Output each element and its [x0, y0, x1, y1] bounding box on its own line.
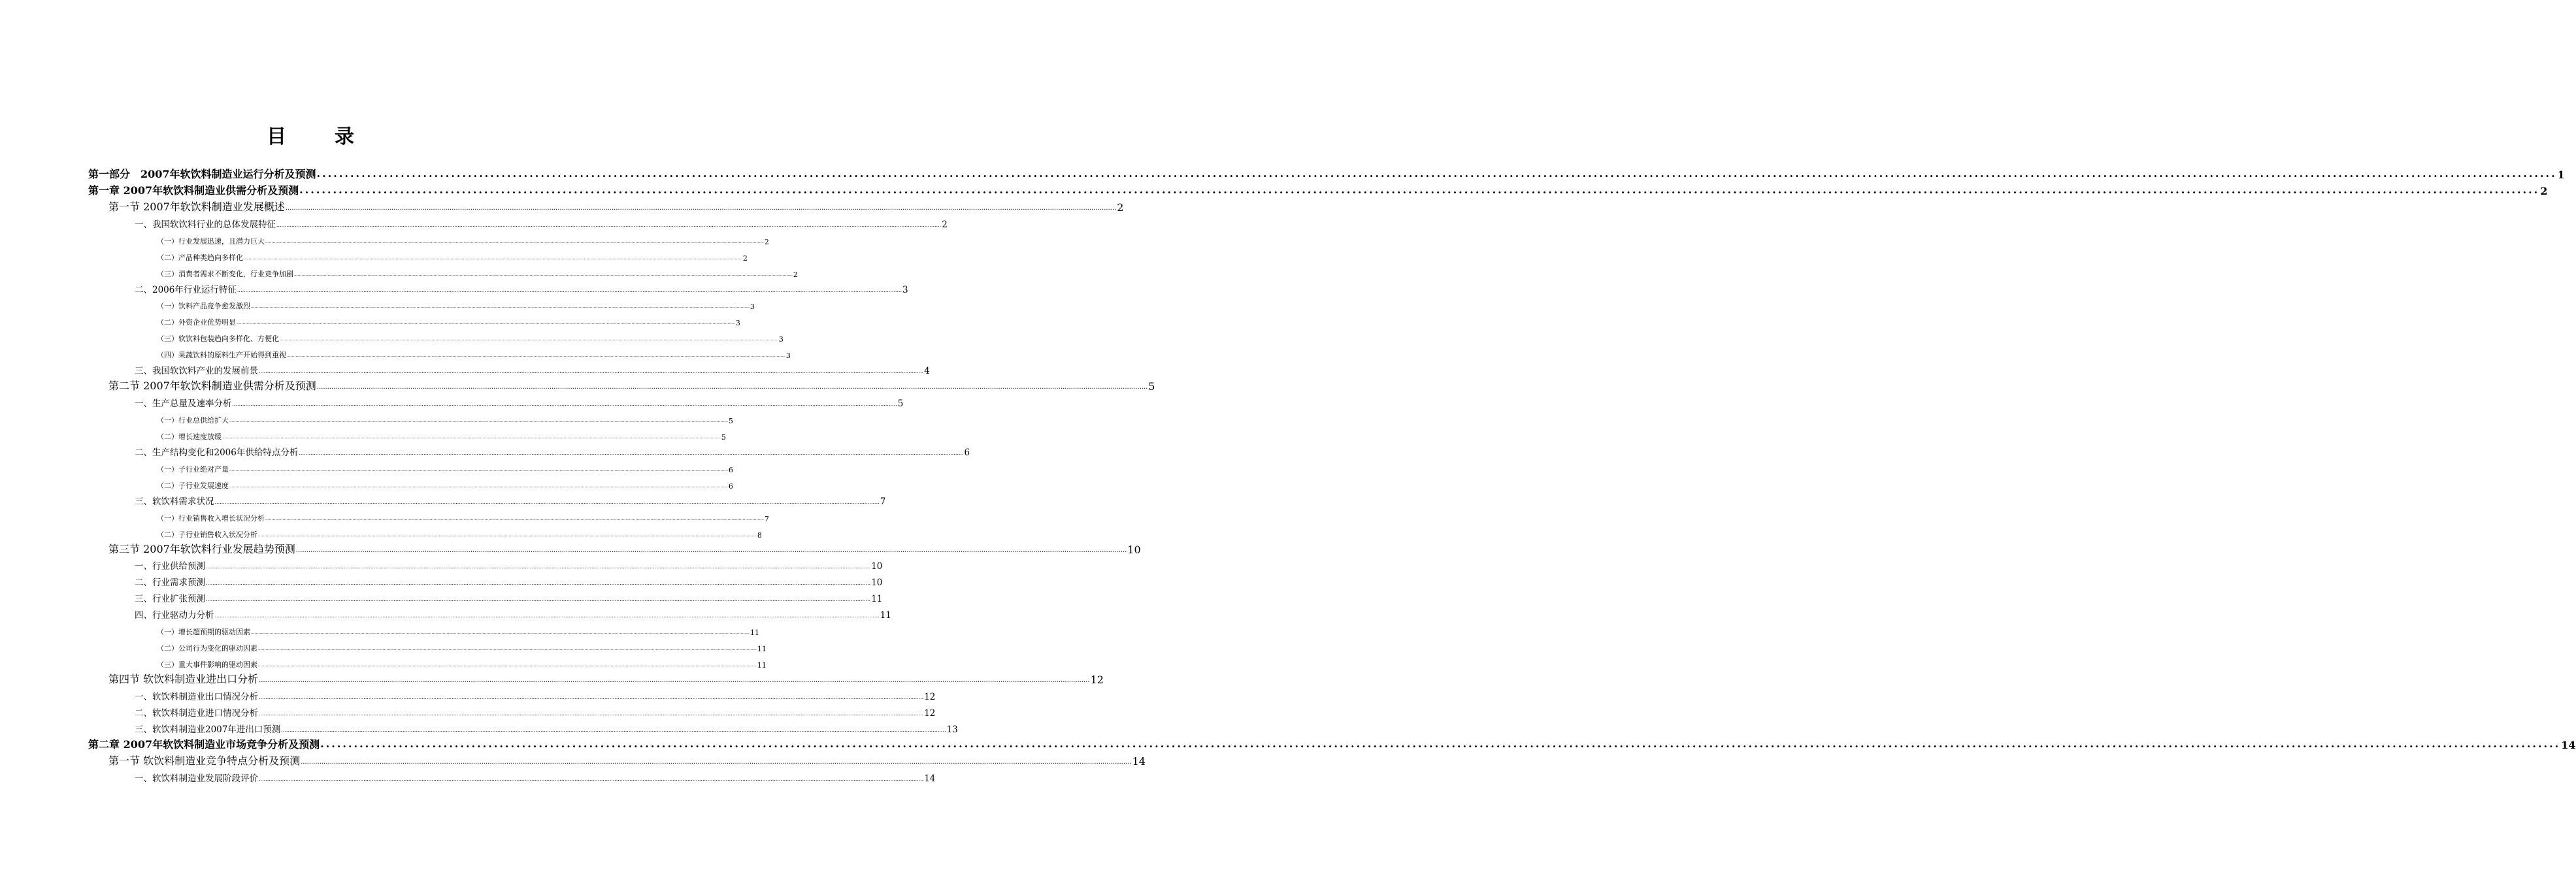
- toc-page-number: 11: [871, 594, 883, 605]
- toc-entry[interactable]: [0, 197, 1124, 214]
- toc-entry-label: （一）行业总供给扩大: [157, 416, 229, 425]
- toc-page-number: 14: [924, 773, 936, 784]
- toc-dot-leader: ................................................................................................................................................................................................................................................................................................................................................................................................................: [320, 737, 2561, 750]
- toc-entry-label: （四）果蔬饮料的原料生产开始得到重视: [157, 351, 286, 360]
- toc-entry-label: 二、2006年行业运行特征: [135, 284, 237, 295]
- toc-entry-label: 第二章 2007年软饮料制造业市场竞争分析及预测: [88, 738, 320, 751]
- toc-entry-label: 第一章 2007年软饮料制造业供需分析及预测: [88, 184, 299, 197]
- toc-entry-label: 第一节 软饮料制造业竞争特点分析及预测: [108, 754, 301, 767]
- toc-entry-label: （三）消费者需求不断变化，行业竞争加剧: [157, 269, 293, 278]
- toc-dot-leader: ................................................................................................................................................................................................................................................................................................................................................................................................................: [299, 183, 2540, 196]
- toc-entry[interactable]: [0, 263, 798, 279]
- toc-entry-label: （三）重大事件影响的驱动因素: [157, 660, 257, 670]
- toc-page-number: 7: [764, 514, 769, 523]
- toc-page-number: 2: [742, 253, 748, 263]
- toc-dot-leader: ................................................................................................................................................................................................................................................................................................................................................................................................................: [280, 337, 778, 342]
- toc-entry[interactable]: [0, 670, 1104, 686]
- toc-entry[interactable]: [0, 556, 883, 572]
- toc-entry[interactable]: [0, 637, 767, 654]
- toc-dot-leader: ................................................................................................................................................................................................................................................................................................................................................................................................................: [316, 383, 1148, 391]
- toc-entry[interactable]: [0, 181, 2548, 197]
- toc-entry-label: （二）外资企业优势明显: [157, 318, 236, 327]
- toc-entry[interactable]: [0, 735, 2576, 751]
- toc-entry[interactable]: [0, 491, 886, 507]
- toc-entry-label: （二）产品种类趋向多样化: [157, 253, 243, 262]
- toc-dot-leader: ................................................................................................................................................................................................................................................................................................................................................................................................................: [316, 167, 2557, 180]
- toc-page-number: 4: [924, 366, 930, 377]
- toc-entry[interactable]: [0, 279, 908, 295]
- toc-entry[interactable]: [0, 425, 726, 442]
- toc-entry-label: （二）子行业发展速度: [157, 481, 229, 490]
- table-of-contents: [0, 165, 2576, 784]
- toc-dot-leader: ................................................................................................................................................................................................................................................................................................................................................................................................................: [258, 663, 757, 668]
- toc-entry[interactable]: [0, 393, 904, 410]
- toc-page-number: 8: [757, 530, 762, 540]
- toc-entry-label: 一、行业供给预测: [135, 561, 205, 572]
- toc-dot-leader: ................................................................................................................................................................................................................................................................................................................................................................................................................: [285, 204, 1117, 212]
- toc-entry[interactable]: [0, 686, 936, 702]
- toc-entry-label: （二）增长速度放缓: [157, 432, 222, 441]
- toc-dot-leader: ................................................................................................................................................................................................................................................................................................................................................................................................................: [301, 758, 1132, 766]
- toc-page-number: 3: [902, 284, 908, 295]
- toc-dot-leader: ................................................................................................................................................................................................................................................................................................................................................................................................................: [258, 532, 757, 538]
- toc-entry[interactable]: [0, 523, 762, 540]
- toc-dot-leader: ................................................................................................................................................................................................................................................................................................................................................................................................................: [206, 564, 871, 570]
- toc-page-number: 3: [778, 335, 784, 344]
- toc-page-number: 6: [728, 481, 733, 491]
- toc-dot-leader: ................................................................................................................................................................................................................................................................................................................................................................................................................: [229, 467, 728, 472]
- toc-entry-label: （一）行业销售收入增长状况分析: [157, 513, 265, 523]
- toc-entry-label: （一）饮料产品竞争愈发激烈: [157, 302, 250, 311]
- toc-dot-leader: ................................................................................................................................................................................................................................................................................................................................................................................................................: [265, 239, 764, 244]
- toc-page-number: 5: [728, 417, 733, 425]
- toc-page-number: 3: [735, 319, 740, 328]
- toc-dot-leader: ................................................................................................................................................................................................................................................................................................................................................................................................................: [259, 710, 924, 717]
- toc-page-number: 3: [785, 351, 791, 361]
- toc-entry-label: 第一节 2007年软饮料制造业发展概述: [108, 200, 285, 213]
- toc-entry-label: 第二节 2007年软饮料制造业供需分析及预测: [108, 380, 316, 393]
- toc-entry-label: 二、生产结构变化和2006年供给特点分析: [135, 447, 299, 458]
- toc-dot-leader: ................................................................................................................................................................................................................................................................................................................................................................................................................: [251, 630, 750, 636]
- toc-dot-leader: ................................................................................................................................................................................................................................................................................................................................................................................................................: [259, 368, 924, 375]
- toc-page-number: 12: [924, 707, 936, 719]
- toc-dot-leader: ................................................................................................................................................................................................................................................................................................................................................................................................................: [244, 255, 742, 261]
- toc-page-number: 11: [757, 661, 767, 670]
- toc-entry[interactable]: [0, 719, 958, 735]
- toc-dot-leader: ................................................................................................................................................................................................................................................................................................................................................................................................................: [258, 647, 757, 652]
- toc-page-number: 3: [750, 302, 755, 312]
- toc-dot-leader: ................................................................................................................................................................................................................................................................................................................................................................................................................: [299, 449, 964, 456]
- toc-dot-leader: ................................................................................................................................................................................................................................................................................................................................................................................................................: [259, 677, 1090, 684]
- toc-entry[interactable]: [0, 344, 791, 361]
- toc-entry[interactable]: [0, 214, 948, 230]
- toc-entry[interactable]: [0, 360, 930, 377]
- toc-dot-leader: ................................................................................................................................................................................................................................................................................................................................................................................................................: [214, 498, 880, 505]
- toc-entry-label: （三）软饮料包装趋向多样化、方便化: [157, 334, 279, 344]
- toc-entry-label: （二）子行业销售收入状况分析: [157, 530, 257, 539]
- toc-page-number: 13: [946, 724, 958, 735]
- toc-dot-leader: ................................................................................................................................................................................................................................................................................................................................................................................................................: [287, 353, 785, 359]
- toc-entry-label: 三、软饮料需求状况: [135, 496, 214, 507]
- toc-entry[interactable]: [0, 540, 1141, 556]
- toc-page-number: 10: [871, 561, 883, 572]
- toc-entry-label: 一、软饮料制造业发展阶段评价: [135, 773, 258, 784]
- toc-dot-leader: ................................................................................................................................................................................................................................................................................................................................................................................................................: [259, 694, 924, 700]
- toc-page-number: 12: [924, 691, 936, 702]
- toc-entry-label: 一、软饮料制造业出口情况分析: [135, 691, 258, 702]
- toc-dot-leader: ................................................................................................................................................................................................................................................................................................................................................................................................................: [251, 304, 750, 310]
- toc-dot-leader: ................................................................................................................................................................................................................................................................................................................................................................................................................: [276, 221, 942, 228]
- toc-page-number: 11: [757, 645, 767, 654]
- toc-entry[interactable]: [0, 230, 769, 246]
- toc-dot-leader: ................................................................................................................................................................................................................................................................................................................................................................................................................: [265, 516, 764, 521]
- toc-entry-label: 第三节 2007年软饮料行业发展趋势预测: [108, 542, 295, 555]
- toc-entry[interactable]: [0, 653, 767, 670]
- toc-page-number: 11: [750, 628, 759, 638]
- toc-page-number: 10: [1127, 543, 1141, 556]
- page-title: 目 录: [267, 125, 369, 148]
- toc-entry-label: 三、行业扩张预测: [135, 594, 205, 605]
- toc-dot-leader: ................................................................................................................................................................................................................................................................................................................................................................................................................: [237, 321, 735, 326]
- toc-entry[interactable]: [0, 507, 769, 523]
- toc-dot-leader: ................................................................................................................................................................................................................................................................................................................................................................................................................: [229, 419, 728, 423]
- toc-page-number: 6: [964, 447, 970, 458]
- toc-dot-leader: ................................................................................................................................................................................................................................................................................................................................................................................................................: [237, 287, 902, 293]
- toc-dot-leader: ................................................................................................................................................................................................................................................................................................................................................................................................................: [214, 613, 880, 619]
- toc-page-number: 2: [1117, 201, 1124, 214]
- toc-entry-label: 第一部分 2007年软饮料制造业运行分析及预测: [88, 167, 316, 180]
- toc-entry[interactable]: [0, 442, 970, 458]
- toc-entry-label: （二）公司行为变化的驱动因素: [157, 644, 257, 653]
- toc-page-number: 2: [793, 270, 798, 279]
- toc-entry-label: （一）子行业绝对产量: [157, 464, 229, 474]
- toc-entry[interactable]: [0, 604, 891, 621]
- toc-entry[interactable]: [0, 474, 733, 491]
- toc-dot-leader: ................................................................................................................................................................................................................................................................................................................................................................................................................: [232, 401, 897, 408]
- toc-entry-label: 第四节 软饮料制造业进出口分析: [108, 673, 259, 685]
- toc-page-number: 14: [1132, 755, 1146, 768]
- toc-page-number: 1: [2557, 168, 2565, 181]
- toc-entry-label: （一）增长超预期的驱动因素: [157, 628, 250, 637]
- toc-dot-leader: ................................................................................................................................................................................................................................................................................................................................................................................................................: [206, 580, 871, 587]
- toc-entry-label: （一）行业发展迅速，且潜力巨大: [157, 236, 265, 246]
- toc-page-number: 6: [728, 465, 733, 474]
- toc-dot-leader: ................................................................................................................................................................................................................................................................................................................................................................................................................: [259, 775, 924, 782]
- toc-page-number: 5: [721, 432, 726, 442]
- toc-entry[interactable]: [0, 768, 936, 784]
- toc-page-number: 2: [2540, 184, 2548, 197]
- toc-entry-label: 三、我国软饮料产业的发展前景: [135, 366, 258, 377]
- toc-page-number: 7: [880, 496, 886, 507]
- toc-page-number: 14: [2561, 738, 2576, 751]
- toc-entry[interactable]: [0, 702, 936, 719]
- toc-dot-leader: ................................................................................................................................................................................................................................................................................................................................................................................................................: [295, 546, 1127, 554]
- toc-dot-leader: ................................................................................................................................................................................................................................................................................................................................................................................................................: [229, 483, 728, 489]
- toc-dot-leader: ................................................................................................................................................................................................................................................................................................................................................................................................................: [281, 726, 946, 733]
- toc-page-number: 2: [942, 219, 948, 230]
- toc-entry[interactable]: [0, 458, 733, 474]
- toc-entry[interactable]: [0, 751, 1146, 768]
- toc-entry-label: 四、行业驱动力分析: [135, 610, 214, 621]
- toc-entry[interactable]: [0, 327, 784, 344]
- toc-entry[interactable]: [0, 572, 883, 589]
- toc-page-number: 10: [871, 577, 883, 589]
- toc-entry-label: 一、生产总量及速率分析: [135, 398, 232, 410]
- toc-entry[interactable]: [0, 246, 748, 263]
- toc-entry[interactable]: [0, 165, 2565, 181]
- toc-page-number: 2: [764, 237, 769, 246]
- toc-entry[interactable]: [0, 409, 733, 425]
- toc-entry-label: 二、行业需求预测: [135, 577, 205, 589]
- toc-entry-label: 三、软饮料制造业2007年进出口预测: [135, 724, 281, 735]
- toc-entry[interactable]: [0, 376, 1155, 393]
- toc-dot-leader: ................................................................................................................................................................................................................................................................................................................................................................................................................: [222, 434, 721, 440]
- toc-entry-label: 二、软饮料制造业进口情况分析: [135, 707, 258, 719]
- toc-dot-leader: ................................................................................................................................................................................................................................................................................................................................................................................................................: [206, 596, 871, 603]
- toc-entry[interactable]: [0, 621, 759, 638]
- toc-entry[interactable]: [0, 295, 755, 312]
- toc-page-number: 11: [880, 610, 891, 621]
- toc-entry[interactable]: [0, 588, 883, 605]
- toc-page-number: 5: [1148, 380, 1155, 393]
- toc-entry-label: 一、我国软饮料行业的总体发展特征: [135, 219, 276, 230]
- toc-page-number: 5: [897, 398, 904, 410]
- toc-page-number: 12: [1090, 674, 1104, 686]
- toc-entry[interactable]: [0, 311, 740, 328]
- toc-dot-leader: ................................................................................................................................................................................................................................................................................................................................................................................................................: [294, 272, 793, 277]
